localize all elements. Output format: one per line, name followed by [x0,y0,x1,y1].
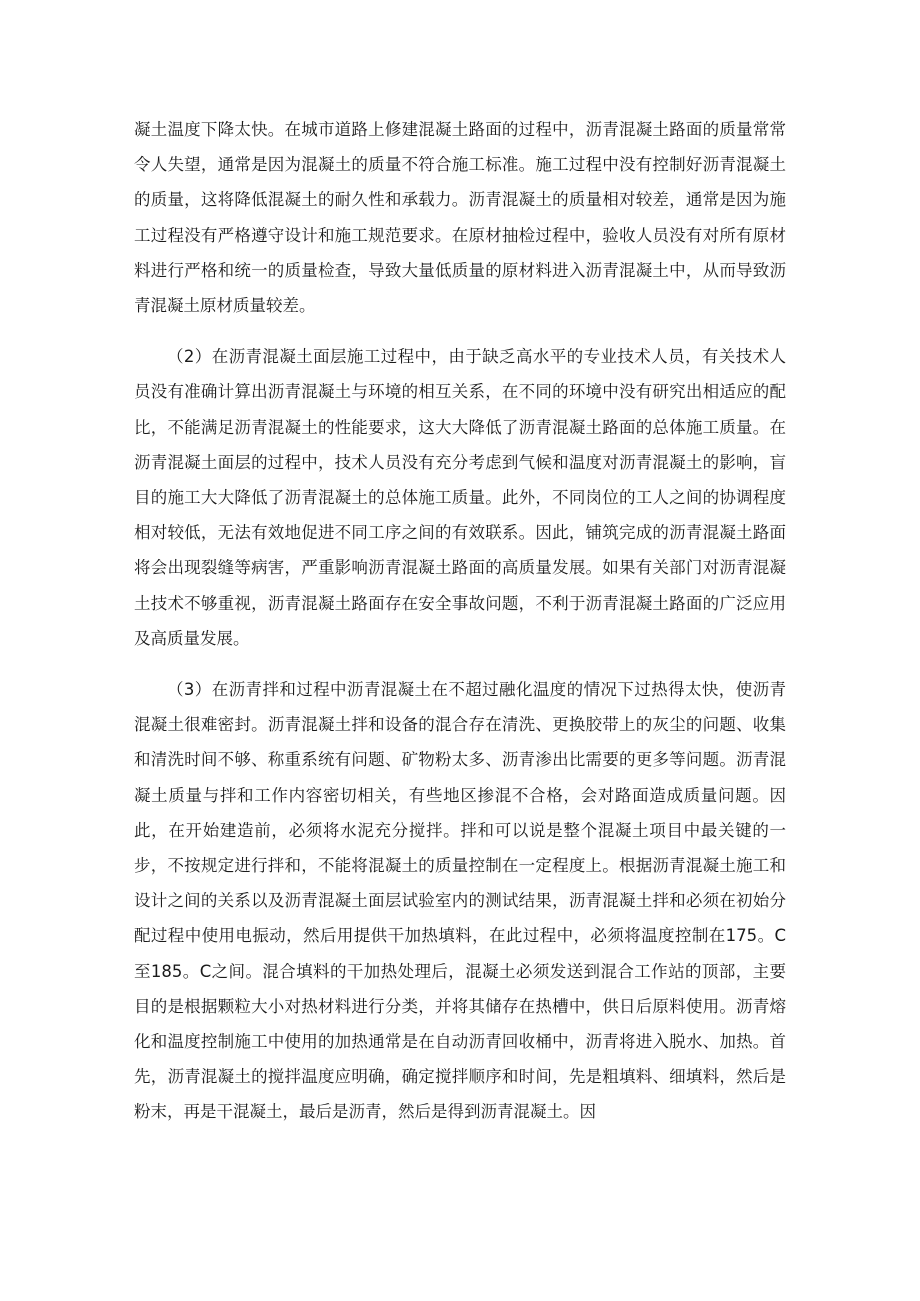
paragraph-1: 凝土温度下降太快。在城市道路上修建混凝土路面的过程中，沥青混凝土路面的质量常常令人失望，通常是因为混凝土的质量不符合施工标准。施工过程中没有控制好沥青混凝土的质量，这将降低混凝土的耐久性和承载力。沥青混凝土的质量相对较差，通常是因为施工过程没有严格遵守设计和施工规范要求。在原材抽检过程中，验收人员没有对所有原材料进行严格和统一的质量检查，导致大量低质量的原材料进入沥青混凝土中，从而导致沥青混凝土原材质量较差。 [134,120,786,316]
paragraph-3: （3）在沥青拌和过程中沥青混凝土在不超过融化温度的情况下过热得太快，使沥青混凝土很难密封。沥青混凝土拌和设备的混合存在清洗、更换胶带上的灰尘的问题、收集和清洗时间不够、称重系统有问题、矿物粉太多、沥青渗出比需要的更多等问题。沥青混凝土质量与拌和工作内容密切相关，有些地区掺混不合格，会对路面造成质量问题。因此，在开始建造前，必须将水泥充分搅拌。拌和可以说是整个混凝土项目中最关键的一步，不按规定进行拌和，不能将混凝土的质量控制在一定程度上。根据沥青混凝土施工和设计之间的关系以及沥青混凝土面层试验室内的测试结果，沥青混凝土拌和必须在初始分配过程中使用电振动，然后用提供干加热填料，在此过程中，必须将温度控制在175。C至185。C之间。混合填料的干加热处理后，混凝土必须发送到混合工作站的顶部，主要目的是根据颗粒大小对热材料进行分类，并将其储存在热槽中，供日后原料使用。沥青熔化和温度控制施工中使用的加热通常是在自动沥青回收桶中，沥青将进入脱水、加热。首先，沥青混凝土的搅拌温度应明确，确定搅拌顺序和时间，先是粗填料、细填料，然后是粉末，再是干混凝土，最后是沥青，然后是得到沥青混凝土。因 [134,680,786,1122]
paragraph-2: （2）在沥青混凝土面层施工过程中，由于缺乏高水平的专业技术人员，有关技术人员没有准确计算出沥青混凝土与环境的相互关系，在不同的环境中没有研究出相适应的配比，不能满足沥青混凝土的性能要求，这大大降低了沥青混凝土路面的总体施工质量。在沥青混凝土面层的过程中，技术人员没有充分考虑到气候和温度对沥青混凝土的影响，盲目的施工大大降低了沥青混凝土的总体施工质量。此外，不同岗位的工人之间的协调程度相对较低，无法有效地促进不同工序之间的有效联系。因此，铺筑完成的沥青混凝土路面将会出现裂缝等病害，严重影响沥青混凝土路面的高质量发展。如果有关部门对沥青混凝土技术不够重视，沥青混凝土路面存在安全事故问题，不利于沥青混凝土路面的广泛应用及高质量发展。 [134,347,786,648]
document-body [134,112,786,1130]
